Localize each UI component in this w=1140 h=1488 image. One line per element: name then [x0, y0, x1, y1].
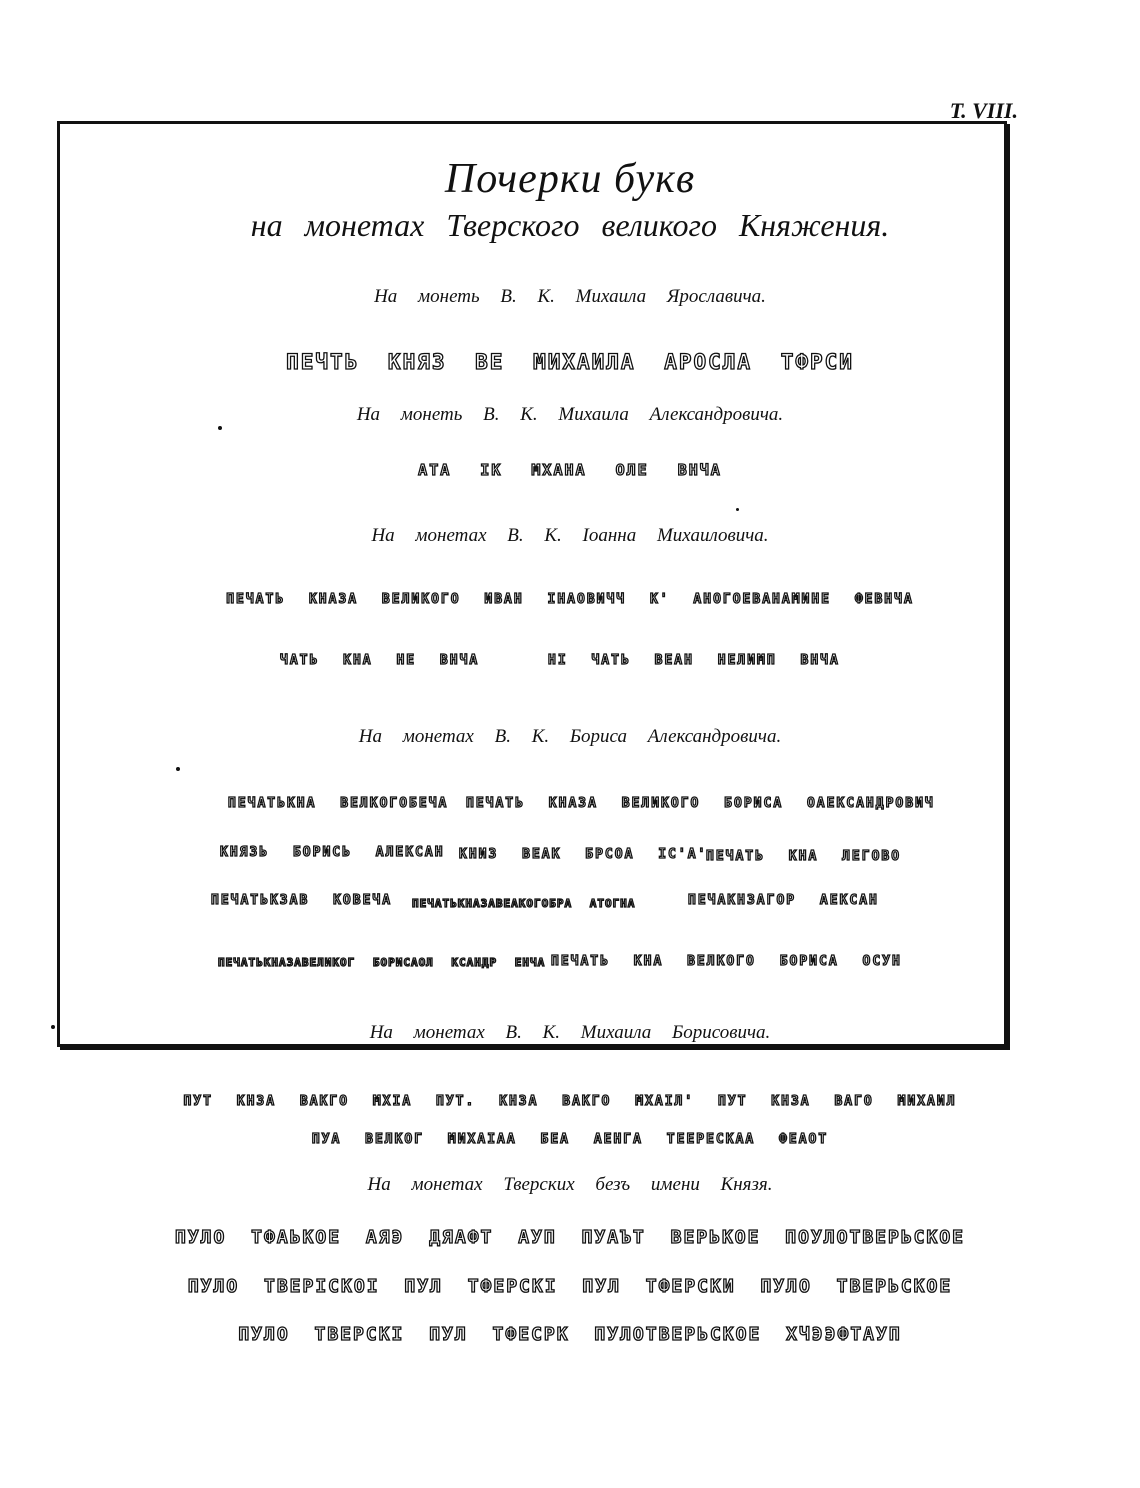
ink-speck: [51, 1025, 55, 1029]
inscription-row-6c: ПЕЧАТЬ КНА ЛЕГОВО: [706, 849, 902, 864]
inscription-row-7b: ПЕЧАТЬКНАЗАВЕАКОГОБРА АТОГНА: [412, 897, 636, 910]
inscription-row-10: ПУА ВЕЛКОГ МИХАІАА БЕА АЕНГА ТЕЕРЕСКАА ФЕАОТ: [311, 1132, 829, 1147]
inscription-row-6b: КНИЗ ВЕАК БРСОА ІС'А': [459, 847, 708, 862]
heading-ioann-mikhailovich: На монетах В. К. Іоанна Михаиловича.: [371, 525, 769, 546]
inscription-row-3: ПЕЧАТЬ КНАЗА ВЕЛИКОГО ИВАН ІНАОВИЧЧ К' АНОГОЕВАНАМИНЕ ФЕВНЧА: [226, 592, 914, 607]
heading-mikhail-aleksandrovich: На монеть В. К. Михаила Александровича.: [356, 404, 784, 425]
inscription-row-11: ПУЛО ТФАЬКОЕ АЯЭ ДЯАФТ АУП ПУАЪТ ВЕРЬКОЕ ПОУЛОТВЕРЬСКОЕ: [174, 1227, 966, 1248]
inscription-row-6a: КНЯЗЬ БОРИСЬ АЛЕКСАН: [220, 845, 445, 860]
ink-speck: [218, 426, 222, 430]
inscription-row-2: АТА IК МХАНА ОЛЕ ВНЧА: [418, 461, 722, 479]
plate-number: T. VIII.: [949, 98, 1018, 123]
inscription-row-7a: ПЕЧАТЬКЗАВ КОВЕЧА: [211, 893, 393, 908]
inscription-row-5a: ПЕЧАТЬКНА ВЕЛКОГОБЕЧА: [228, 796, 449, 811]
inscription-row-4b: НІ ЧАТЬ ВЕАН НЕЛИМП ВНЧА: [548, 653, 840, 668]
heading-boris-aleksandrovich: На монетах В. К. Бориса Александровича.: [358, 726, 782, 747]
ink-speck: [176, 767, 180, 771]
heading-tver-no-name: На монетах Тверских безъ имени Князя.: [367, 1174, 773, 1195]
title-line-1: Почерки букв: [444, 156, 696, 202]
heading-mikhail-yaroslavich: На монеть В. К. Михаила Ярославича.: [374, 286, 766, 307]
inscription-row-13: ПУЛО ТВЕРСКІ ПУЛ ТФЕСРК ПУЛОТВЕРЬСКОЕ ХЧЭЭФТАУП: [238, 1324, 902, 1345]
inscription-row-8b: ПЕЧАТЬ КНА ВЕЛКОГО БОРИСА ОСУН: [551, 954, 902, 969]
title-line-2: на монетах Тверского великого Княжения.: [250, 207, 890, 243]
inscription-row-1: ПЕЧТЬ КНЯЗ ВЕ МИХАИЛА АРОСЛА ТФРСИ: [286, 350, 854, 374]
inscription-row-5b: ПЕЧАТЬ КНАЗА ВЕЛИКОГО БОРИСА ОАЕКСАНДРОВИЧ: [466, 796, 935, 811]
inscription-row-7c: ПЕЧАКНЗАГОР АЕКСАН: [688, 893, 879, 908]
inscription-row-9: ПУТ КНЗА ВАКГО МХІА ПУТ. КНЗА ВАКГО МХАІЛ' ПУТ КНЗА ВАГО МИХАИЛ: [183, 1094, 957, 1109]
heading-mikhail-borisovich: На монетах В. К. Михаила Борисовича.: [369, 1022, 771, 1043]
ink-speck: [736, 508, 739, 511]
inscription-row-8a: ПЕЧАТЬКНАЗАВЕЛИКОГ БОРИСАОЛ КСАНДР ЕНЧА: [218, 956, 546, 969]
inscription-row-4a: ЧАТЬ КНА НЕ ВНЧА: [280, 653, 480, 668]
inscription-row-12: ПУЛО ТВЕРІСКОІ ПУЛ ТФЕРСКІ ПУЛ ТФЕРСКИ ПУЛО ТВЕРЬСКОЕ: [187, 1276, 953, 1297]
